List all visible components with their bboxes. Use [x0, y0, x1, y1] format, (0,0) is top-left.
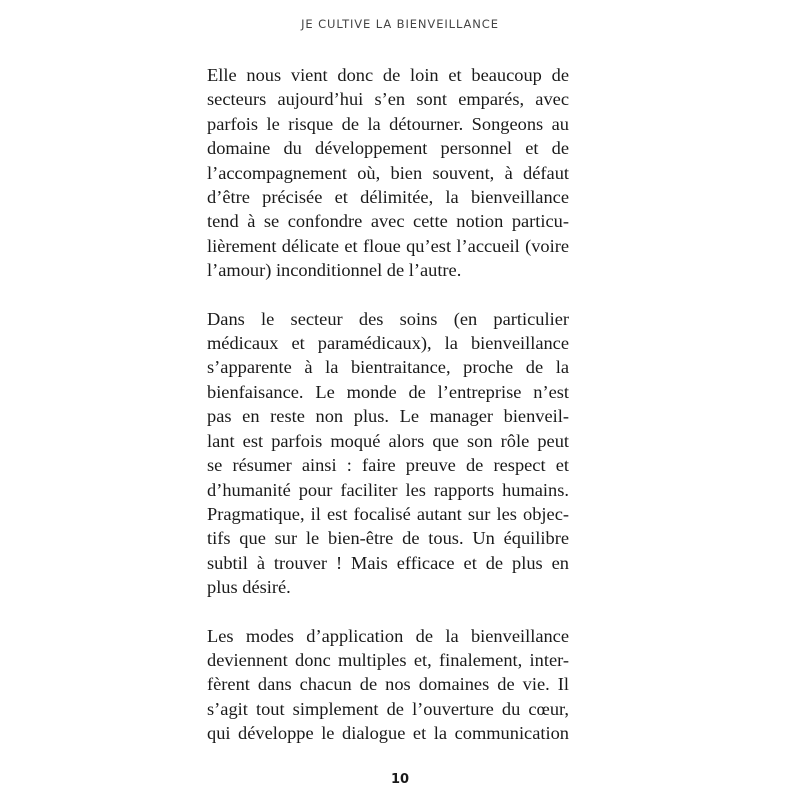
text-line: l’amour) inconditionnel de l’autre.: [207, 260, 462, 281]
text-line: s’apparente à la bientraitance, proche de la: [207, 357, 569, 378]
text-line: lant est parfois moqué alors que son rôle peut: [207, 430, 569, 451]
text-line: subtil à trouver ! Mais efficace et de plus en: [207, 552, 569, 573]
text-line: médicaux et paramédicaux), la bienveillance: [207, 333, 569, 354]
body-text: [207, 63, 569, 746]
paragraph-gap: [207, 283, 569, 307]
text-line: parfois le risque de la détourner. Songeons au: [207, 113, 569, 134]
text-line: tifs que sur le bien-être de tous. Un équilibre: [207, 528, 569, 549]
text-line: qui développe le dialogue et la communication: [207, 723, 569, 744]
text-line: l’accompagnement où, bien souvent, à défaut: [207, 162, 569, 183]
paragraph-3: [207, 624, 569, 746]
text-line: bienfaisance. Le monde de l’entreprise n’est: [207, 381, 569, 402]
text-line: deviennent donc multiples et, finalement, inter-: [207, 649, 569, 670]
text-line: pas en reste non plus. Le manager bienveil-: [207, 406, 569, 427]
text-line: s’agit tout simplement de l’ouverture du cœur,: [207, 698, 569, 719]
text-line: plus désiré.: [207, 577, 291, 598]
page-number: 10: [390, 772, 410, 787]
text-line: lièrement délicate et floue qu’est l’accueil (voire: [207, 235, 569, 256]
text-line: tend à se confondre avec cette notion particu-: [207, 211, 569, 232]
text-line: fèrent dans chacun de nos domaines de vie. Il: [207, 674, 569, 695]
text-line: se résumer ainsi : faire preuve de respect et: [207, 455, 569, 476]
text-line: d’humanité pour faciliter les rapports humains.: [207, 479, 569, 500]
paragraph-2: [207, 307, 569, 600]
text-line: Pragmatique, il est focalisé autant sur les objec-: [207, 503, 569, 524]
paragraph-gap: [207, 600, 569, 624]
text-line: secteurs aujourd’hui s’en sont emparés, avec: [207, 89, 569, 110]
text-line: d’être précisée et délimitée, la bienveillance: [207, 187, 569, 208]
running-header: JE CULTIVE LA BIENVEILLANCE: [301, 17, 499, 31]
text-line: Les modes d’application de la bienveillance: [207, 625, 569, 646]
text-line: Dans le secteur des soins (en particulier: [207, 308, 569, 329]
text-line: domaine du développement personnel et de: [207, 138, 569, 159]
text-line: Elle nous vient donc de loin et beaucoup de: [207, 65, 569, 85]
paragraph-1: [207, 63, 569, 283]
